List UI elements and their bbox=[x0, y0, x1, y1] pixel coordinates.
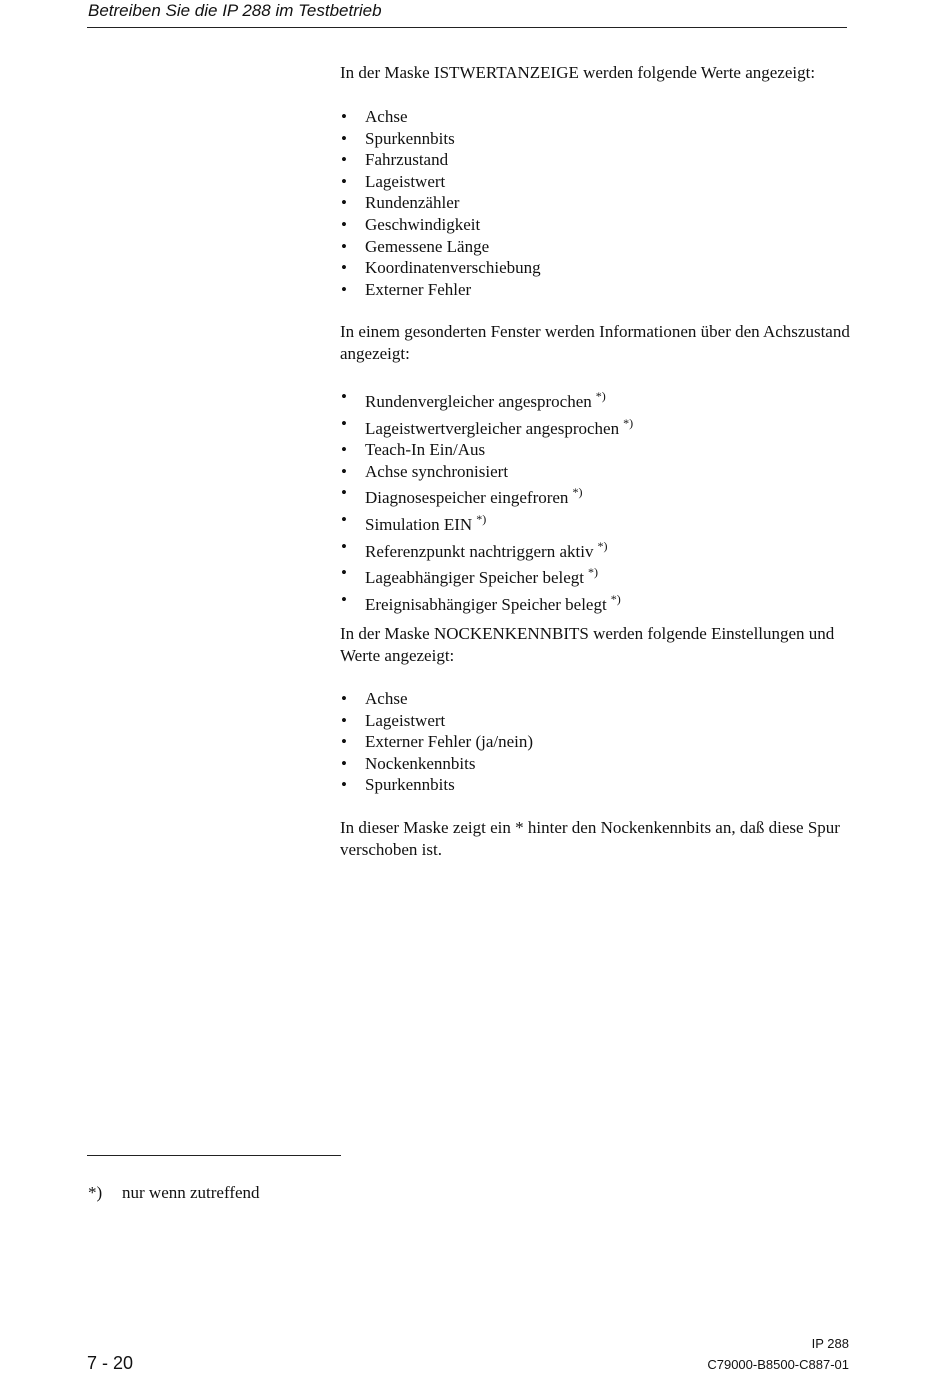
list-item bbox=[340, 536, 850, 563]
list-item-text: Geschwindigkeit bbox=[365, 214, 481, 234]
list-item bbox=[340, 386, 850, 413]
list-item bbox=[340, 413, 850, 440]
list-item bbox=[340, 279, 850, 301]
list-item bbox=[340, 439, 850, 461]
list-item-text: Lageabhängiger Speicher belegt bbox=[365, 568, 585, 588]
bullet-icon: • bbox=[341, 461, 347, 481]
list-item-text: Spurkennbits bbox=[365, 775, 455, 795]
list-item bbox=[340, 128, 850, 150]
list-item bbox=[340, 192, 850, 214]
bullet-icon: • bbox=[341, 589, 347, 609]
bullet-icon: • bbox=[341, 258, 347, 278]
closing-paragraph: In dieser Maske zeigt ein * hinter den Nockenkennbits an, daß diese Spur verschoben ist. bbox=[340, 818, 840, 859]
bullet-icon: • bbox=[341, 509, 347, 529]
bullet-icon: • bbox=[341, 128, 347, 148]
list-item-text: Koordinatenverschiebung bbox=[365, 258, 541, 278]
header-title: Betreiben Sie die IP 288 im Testbetrieb bbox=[88, 1, 382, 20]
bullet-icon: • bbox=[341, 279, 347, 299]
list-item bbox=[340, 106, 850, 128]
intro-achszustand: In einem gesonderten Fenster werden Informationen über den Achszustand angezeigt: bbox=[340, 322, 850, 363]
header-rule bbox=[87, 27, 847, 28]
list-item bbox=[340, 710, 850, 732]
bullet-icon: • bbox=[341, 236, 347, 256]
footnote-text: nur wenn zutreffend bbox=[122, 1183, 260, 1202]
list-item-text: Diagnosespeicher eingefroren bbox=[365, 488, 569, 508]
footnote-mark: *) bbox=[88, 1183, 103, 1202]
document-number: C79000-B8500-C887-01 bbox=[707, 1357, 849, 1372]
list-item bbox=[340, 774, 850, 796]
footnote-reference: *) bbox=[572, 485, 583, 500]
list-item-text: Lageistwert bbox=[365, 710, 446, 730]
footnote-reference: *) bbox=[610, 591, 621, 606]
list-item-text: Teach-In Ein/Aus bbox=[365, 440, 486, 460]
list-item bbox=[340, 688, 850, 710]
list-item-text: Externer Fehler bbox=[365, 279, 472, 299]
footnote bbox=[88, 1183, 260, 1203]
bullet-icon: • bbox=[341, 689, 347, 708]
footnote-reference: *) bbox=[597, 538, 608, 553]
list-item bbox=[340, 461, 850, 483]
bullet-icon: • bbox=[341, 193, 347, 213]
list-item-text: Referenzpunkt nachtriggern aktiv bbox=[365, 541, 594, 561]
list-item bbox=[340, 482, 850, 509]
achszustand-list bbox=[340, 386, 850, 615]
bullet-icon: • bbox=[341, 536, 347, 556]
footnote-reference: *) bbox=[623, 415, 634, 430]
page-number: 7 - 20 bbox=[87, 1353, 134, 1373]
list-item bbox=[340, 589, 850, 616]
bullet-icon: • bbox=[341, 387, 347, 406]
bullet-icon: • bbox=[341, 171, 347, 191]
bullet-icon: • bbox=[341, 775, 347, 795]
footnote-rule bbox=[87, 1155, 341, 1156]
list-item-text: Rundenzähler bbox=[365, 193, 460, 213]
list-item-text: Gemessene Länge bbox=[365, 236, 490, 256]
list-item-text: Lageistwertvergleicher angesprochen bbox=[365, 418, 620, 438]
list-item bbox=[340, 236, 850, 258]
bullet-icon: • bbox=[341, 483, 347, 503]
list-item-text: Nockenkennbits bbox=[365, 753, 476, 773]
footnote-reference: *) bbox=[588, 565, 599, 580]
list-item bbox=[340, 257, 850, 279]
list-item bbox=[340, 171, 850, 193]
list-item bbox=[340, 731, 850, 753]
footnote-reference: *) bbox=[595, 389, 606, 403]
list-item-text: Fahrzustand bbox=[365, 150, 449, 170]
list-item-text: Achse synchronisiert bbox=[365, 461, 509, 481]
bullet-icon: • bbox=[341, 732, 347, 752]
bullet-icon: • bbox=[341, 150, 347, 170]
list-item-text: Achse bbox=[365, 689, 408, 708]
bullet-icon: • bbox=[341, 107, 347, 126]
bullet-icon: • bbox=[341, 440, 347, 460]
bullet-icon: • bbox=[341, 710, 347, 730]
list-item-text: Ereignisabhängiger Speicher belegt bbox=[365, 594, 607, 614]
list-item-text: Lageistwert bbox=[365, 171, 446, 191]
list-item-text: Spurkennbits bbox=[365, 128, 455, 148]
list-item-text: Achse bbox=[365, 107, 408, 126]
list-item-text: Rundenvergleicher angesprochen bbox=[365, 392, 592, 411]
nockenkennbits-list bbox=[340, 688, 850, 796]
list-item bbox=[340, 562, 850, 589]
istwert-list bbox=[340, 106, 850, 300]
list-item bbox=[340, 753, 850, 775]
intro-istwertanzeige: In der Maske ISTWERTANZEIGE werden folgende Werte angezeigt: bbox=[340, 63, 816, 82]
list-item-text: Externer Fehler (ja/nein) bbox=[365, 732, 534, 752]
list-item bbox=[340, 149, 850, 171]
intro-nockenkennbits: In der Maske NOCKENKENNBITS werden folgende Einstellungen und Werte angezeigt: bbox=[340, 624, 835, 665]
bullet-icon: • bbox=[341, 214, 347, 234]
bullet-icon: • bbox=[341, 753, 347, 773]
bullet-icon: • bbox=[341, 563, 347, 583]
list-item bbox=[340, 214, 850, 236]
footnote-reference: *) bbox=[476, 511, 487, 526]
bullet-icon: • bbox=[341, 413, 347, 433]
product-name: IP 288 bbox=[811, 1336, 849, 1351]
list-item bbox=[340, 509, 850, 536]
list-item-text: Simulation EIN bbox=[365, 514, 473, 534]
